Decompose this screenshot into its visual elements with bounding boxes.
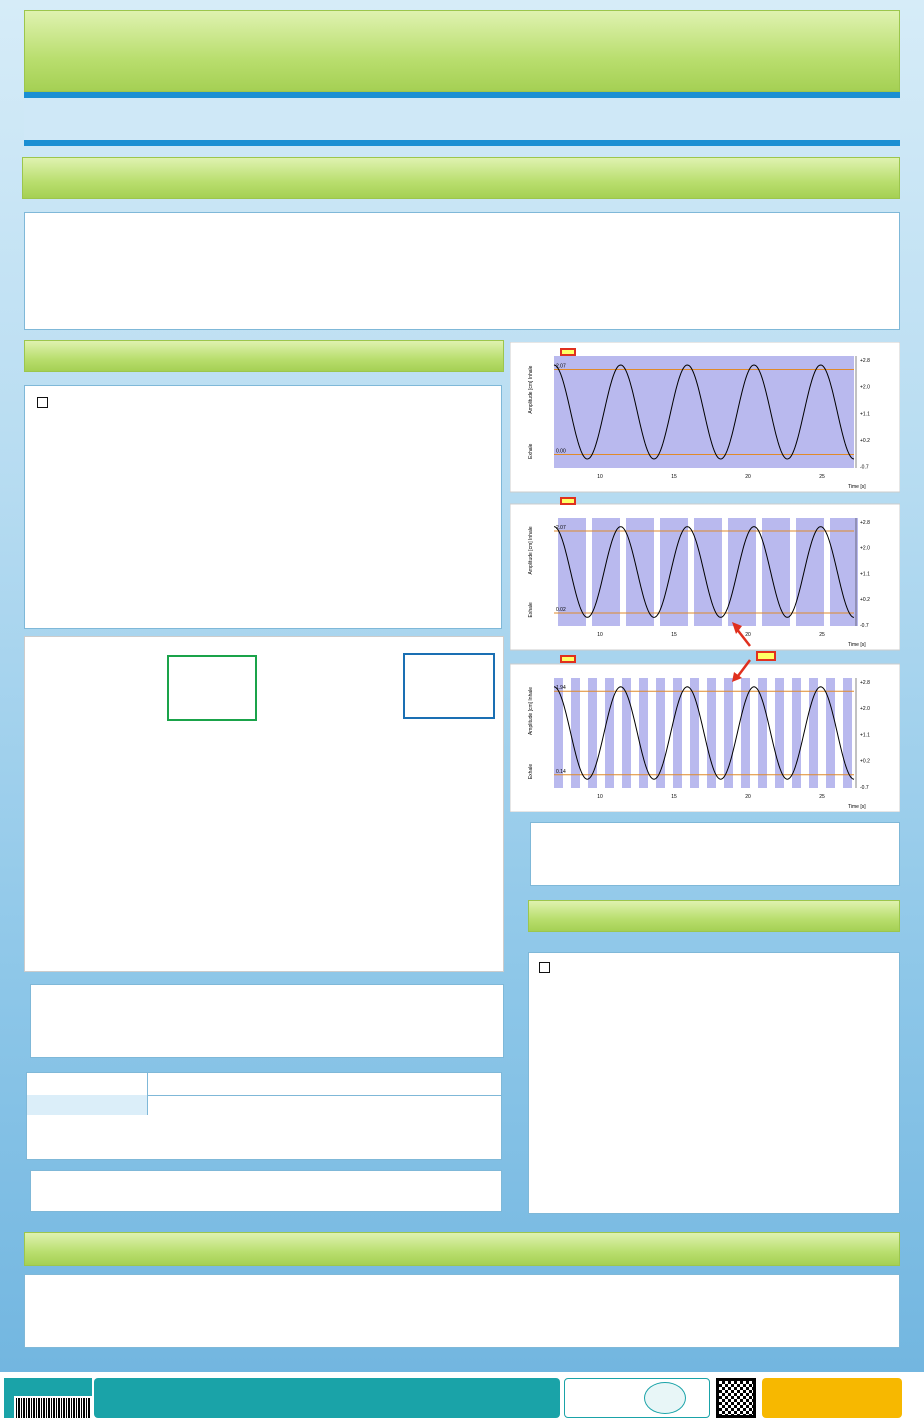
y-axis-label: Amplitude [cm] Inhale <box>528 686 534 736</box>
beam-on-region <box>809 678 818 788</box>
conclusions-text <box>24 1274 900 1348</box>
beam-on-region <box>830 518 858 626</box>
beam-on-region <box>588 678 597 788</box>
qr-code[interactable] <box>716 1378 756 1418</box>
footer-code <box>14 1378 92 1396</box>
bottom-marker: 0.14 <box>556 768 566 775</box>
right-tick: +1.1 <box>860 571 870 578</box>
panel-label-50 <box>560 655 576 663</box>
beam-on-region <box>758 678 767 788</box>
x-tick: 25 <box>819 474 825 480</box>
footer-track-bar <box>94 1378 560 1418</box>
x-unit: Time [s] <box>848 642 866 648</box>
top-marker: 1.94 <box>556 685 566 692</box>
fig2-caption <box>30 984 504 1058</box>
postersessiononline-logo[interactable] <box>762 1378 902 1418</box>
right-tick: +2.8 <box>860 358 870 364</box>
methods-box <box>24 385 502 629</box>
beam-on-region <box>762 518 790 626</box>
tab1-caption <box>30 1170 502 1212</box>
callout-drift <box>167 655 257 721</box>
x-tick: 25 <box>819 794 825 800</box>
top-marker: 2.07 <box>556 363 566 370</box>
duty-panel-90 <box>510 504 900 650</box>
x-unit: Time [s] <box>848 484 866 490</box>
fig1-figure <box>510 342 900 812</box>
beam-on-region <box>796 518 824 626</box>
barcode <box>16 1398 90 1418</box>
beam-on-region <box>724 678 733 788</box>
right-tick: +1.1 <box>860 411 870 418</box>
footer-side <box>4 1378 14 1418</box>
beam-on-region <box>660 518 688 626</box>
x-tick: 10 <box>597 474 603 480</box>
x-unit: Time [s] <box>848 804 866 810</box>
x-tick: 20 <box>745 632 751 638</box>
beam-on-region <box>728 518 756 626</box>
intro-text <box>24 212 900 330</box>
fig1-svg <box>510 342 900 812</box>
top-marker: 2.07 <box>556 524 566 531</box>
author-block <box>24 98 900 146</box>
beam-on-region <box>741 678 750 788</box>
panel-label-90 <box>560 497 576 505</box>
right-tick: -0.7 <box>860 784 869 791</box>
beam-on-region <box>571 678 580 788</box>
table-header <box>147 1073 501 1095</box>
right-tick: +0.2 <box>860 597 870 604</box>
beam-hold-label <box>756 651 776 661</box>
beam-on-region <box>775 678 784 788</box>
exhale-label: Exhale <box>528 602 534 618</box>
footer-presented <box>564 1378 710 1418</box>
x-tick: 20 <box>745 794 751 800</box>
right-tick: +2.0 <box>860 706 870 713</box>
beam-on-region <box>592 518 620 626</box>
right-tick: -0.7 <box>860 622 869 629</box>
right-tick: +2.8 <box>860 520 870 526</box>
x-tick: 25 <box>819 632 825 638</box>
x-tick: 15 <box>671 474 677 480</box>
exhale-label: Exhale <box>528 443 534 459</box>
beam-on-region <box>626 518 654 626</box>
intro-heading <box>22 157 900 199</box>
right-tick: +0.2 <box>860 438 870 444</box>
x-tick: 20 <box>745 474 751 480</box>
methods-heading <box>24 340 504 372</box>
panel-label-100 <box>560 348 576 356</box>
right-tick: +0.2 <box>860 758 870 765</box>
results-heading <box>528 900 900 932</box>
x-tick: 10 <box>597 632 603 638</box>
duty-panel-100 <box>510 342 900 492</box>
x-tick: 15 <box>671 794 677 800</box>
beam-on-region <box>639 678 648 788</box>
right-tick: +2.8 <box>860 680 870 686</box>
fig1-caption <box>530 822 900 886</box>
beam-on-region <box>605 678 614 788</box>
right-tick: +2.0 <box>860 545 870 552</box>
y-axis-label: Amplitude [cm] Inhale <box>528 365 534 414</box>
poster-title <box>24 10 900 92</box>
fig2-chart <box>24 636 504 972</box>
right-tick: +1.1 <box>860 732 870 739</box>
callout-sudden <box>403 653 495 719</box>
bottom-marker: 0.02 <box>556 607 566 614</box>
right-tick: +2.0 <box>860 384 870 391</box>
conclusions-heading <box>24 1232 900 1266</box>
x-tick: 15 <box>671 632 677 638</box>
duty-panel-50 <box>510 664 900 812</box>
exhale-label: Exhale <box>528 763 534 780</box>
y-axis-label: Amplitude [cm] Inhale <box>528 526 534 575</box>
bottom-marker: 0.00 <box>556 448 566 455</box>
beam-on-region <box>694 518 722 626</box>
x-tick: 10 <box>597 794 603 800</box>
beam-on-region <box>690 678 699 788</box>
results-table <box>26 1072 502 1160</box>
results-box <box>528 952 900 1214</box>
right-tick: -0.7 <box>860 464 869 471</box>
estro-badge <box>644 1382 686 1414</box>
